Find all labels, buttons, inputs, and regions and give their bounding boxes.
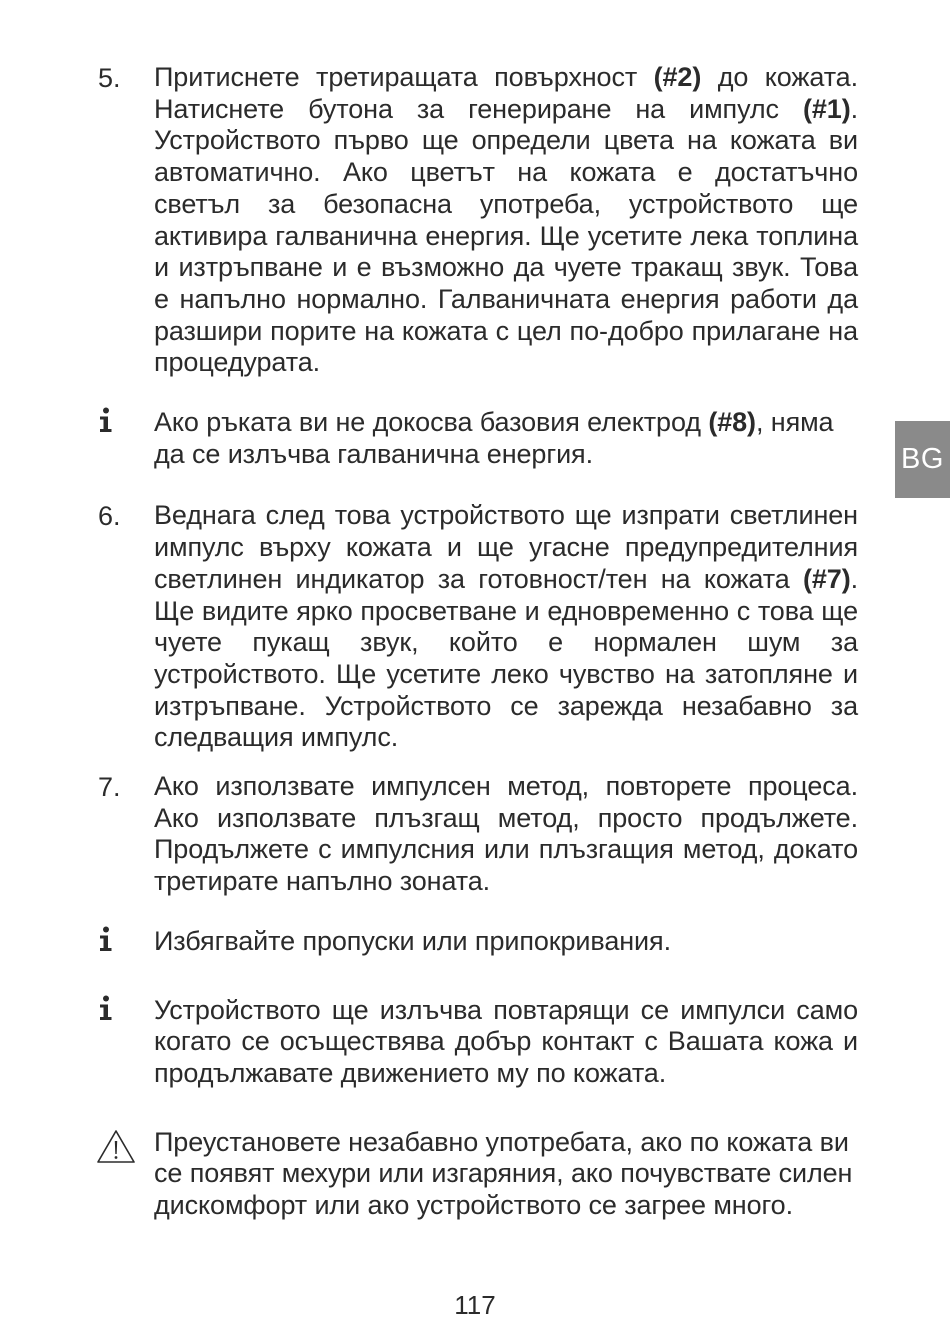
warning-note [96,1127,858,1222]
warning-text: Преустановете незабавно употребата, ако по кожата ви се появят мехури или изгаряния, ако почувствате силен дискомфорт или ако устройството се загрее много. [154,1126,853,1221]
page-number: 117 [454,1290,496,1320]
info-icon [96,407,154,433]
warning-triangle-icon [96,1127,154,1165]
info-text: Ако ръката ви не докосва базовия електрод (#8), няма да се излъчва галванична енергия. [154,407,834,469]
info-icon [96,995,154,1021]
step-number: 6. [98,501,121,532]
info-icon [96,926,154,952]
info-note [96,995,858,1090]
language-tab: BG [895,421,950,498]
info-text: Устройството ще излъчва повтарящи се импулси само когато се осъществява добър контакт с Вашата кожа и продължавате движението му по кожата. [154,994,858,1088]
step-number: 7. [98,772,121,803]
step-text: Веднага след това устройството ще изпрати светлинен импулс върху кожата и ще угасне предупредителния светлинен индикатор за готовност/тен на кожата (#7). Ще видите ярко просветване и едновременно с това ще чуете пукащ звук, който е нормален шум за устройството. Ще усетите леко чувство на затопляне и изтръпване. Устройството се зарежда незабавно за следващия импулс. [154,500,858,753]
part-reference: (#2) [653,62,702,92]
part-reference: (#7) [802,563,851,594]
part-reference: (#1) [802,93,851,124]
step-number: 5. [98,63,121,93]
info-note [96,926,858,958]
step-text: Ако използвате импулсен метод, повторете процеса. Ако използвате плъзгащ метод, просто продължете. Продължете с импулсния или плъзгащия метод, докато третирате напълно зоната. [154,771,858,897]
step-5 [96,62,858,379]
info-note [96,407,858,470]
manual-content [96,62,858,1222]
step-6 [96,500,858,754]
step-7 [96,771,858,898]
info-text: Избягвайте пропуски или припокривания. [154,925,671,956]
step-text: Притиснете третиращата повърхност (#2) до кожата. Натиснете бутона за генериране на импулс (#1). Устройството първо ще определи цвета на кожата ви автоматично. Ако цветът на кожата е достатъчно светъл за безопасна употреба, устройството ще активира галванична енергия. Ще усетите лека топлина и изтръпване и е възможно да чуете тракащ звук. Това е напълно нормално. Галваничната енергия работи да разшири порите на кожата с цел по-добро прилагане на процедурата. [154,62,858,378]
part-reference: (#8) [708,407,756,438]
